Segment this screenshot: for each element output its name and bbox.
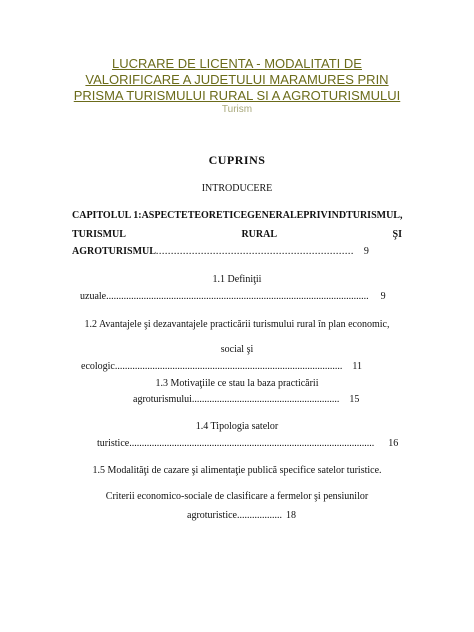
- document-category[interactable]: Turism: [221, 104, 253, 115]
- toc-entry-1-5-line: [187, 510, 296, 521]
- chapter1-word: AGROTURISMUL: [72, 246, 156, 257]
- toc-entry-text: agroturismului: [133, 394, 192, 405]
- toc-heading: CUPRINS: [208, 153, 266, 167]
- toc-leader-dots: ...........................................................................................: [114, 361, 343, 372]
- toc-page-number: 9: [380, 291, 386, 302]
- toc-entry-1-3-title: 1.3 Motivaţiile ce stau la baza practicării: [155, 378, 319, 389]
- document-header: [0, 56, 474, 115]
- toc-entry-1-2-title-cont: social şi: [220, 344, 254, 355]
- toc-entry-1-1-line: [80, 291, 386, 302]
- toc-entry-text: agroturistice: [187, 510, 237, 521]
- toc-entry-text: ecologic: [81, 361, 115, 372]
- toc-page-number: 18: [285, 510, 296, 521]
- toc-entry-text: turistice: [97, 438, 130, 449]
- toc-page-number: 16: [388, 438, 399, 449]
- chapter1-word: PRIVIND: [303, 210, 347, 221]
- toc-introduction: INTRODUCERE: [201, 183, 273, 194]
- chapter1-title-line1: [72, 210, 402, 221]
- toc-entry-1-4-line: [97, 438, 398, 449]
- chapter1-word: GENERALE: [247, 210, 304, 221]
- toc-entry-text: uzuale: [80, 291, 107, 302]
- toc-entry-1-5-title: 1.5 Modalităţi de cazare şi alimentaţie publică specifice satelor turistice.: [92, 465, 382, 476]
- chapter1-word: TURISMUL: [72, 229, 126, 240]
- chapter1-word: ŞI: [392, 229, 402, 240]
- toc-page-number: 11: [352, 361, 363, 372]
- chapter1-word: ASPECTE: [141, 210, 188, 221]
- chapter1-word: TEORETICE: [187, 210, 248, 221]
- toc-entry-1-2-line: [81, 361, 362, 372]
- toc-leader-dots: ...........................................................: [191, 394, 340, 405]
- toc-leader-dots: .........................................................................................................: [106, 291, 369, 302]
- chapter1-title-line3: [72, 246, 402, 257]
- toc-leader-dots: ..................................................................................................: [129, 438, 375, 449]
- toc-entry-1-5-title-cont: Criterii economico-sociale de clasificare a fermelor şi pensiunilor: [105, 491, 369, 502]
- toc-page-number: 15: [349, 394, 360, 405]
- chapter1-title-line2: [72, 229, 402, 240]
- toc-leader-dots: ..................: [236, 510, 282, 521]
- toc-page-number: 9: [363, 246, 370, 257]
- toc-entry-1-4-title: 1.4 Tipologia satelor: [195, 421, 279, 432]
- chapter1-word: CAPITOLUL 1:: [72, 210, 142, 221]
- document-title-link[interactable]: LUCRARE DE LICENTA - MODALITATI DE VALORIFICARE A JUDETULUI MARAMURES PRIN PRISMA TURISMULUI RURAL SI A AGROTURISMULUI: [73, 56, 401, 103]
- toc-entry-1-3-line: [133, 394, 359, 405]
- chapter1-word: RURAL: [241, 229, 277, 240]
- toc-leader-dots: ..................................................................: [155, 246, 354, 257]
- toc-entry-1-1-title: 1.1 Definiţii: [212, 274, 262, 285]
- chapter1-word: TURISMUL,: [346, 210, 403, 221]
- toc-entry-1-2-title: 1.2 Avantajele şi dezavantajele practicării turismului rural în plan economic,: [84, 319, 390, 330]
